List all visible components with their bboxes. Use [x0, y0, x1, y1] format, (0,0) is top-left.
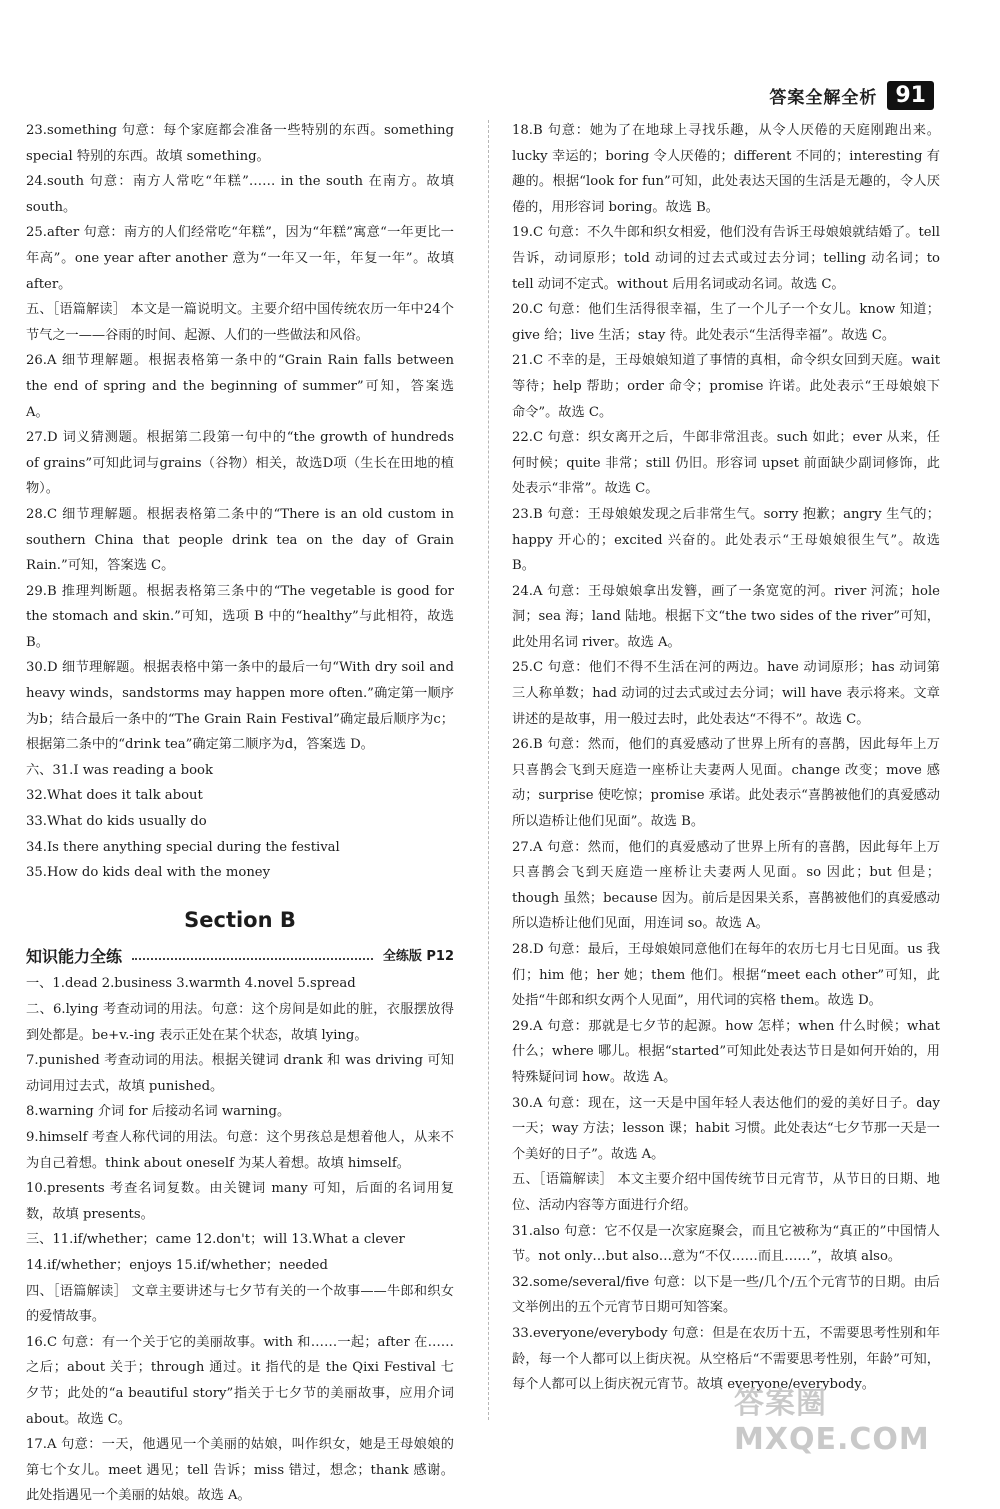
header-title: 答案全解全析: [769, 87, 878, 108]
answer-item: 9.himself 考查人称代词的用法。句意：这个男孩总是想着他人，从来不为自己着想。think about oneself 为某人着想。故填 himself。: [26, 1129, 454, 1171]
answer-item: 35.How do kids deal with the money: [26, 865, 271, 881]
answer-item: 24.A 句意：王母娘娘拿出发簪，画了一条宽宽的河。river 河流；hole 洞；sea 海；land 陆地。根据下文“the two sides of the river”可知，此处用名词 river。故选 A。: [512, 583, 940, 650]
watermark: [734, 1385, 974, 1457]
answer-item: 14.if/whether；enjoys 15.if/whether；needed: [26, 1257, 328, 1273]
page-header: [769, 78, 934, 112]
answer-item: 34.Is there anything special during the festival: [26, 839, 340, 855]
right-column: [512, 118, 940, 1398]
answer-item: 27.A 句意：然而，他们的真爱感动了世界上所有的喜鹊，因此每年上万只喜鹊会飞到天庭造一座桥让夫妻两人见面。so 因此；but 但是；though 虽然；because 因为。前后是因果关系，喜鹊被他们的真爱感动所以造桥让他们见面，用连词 so。故选 A。: [512, 839, 940, 932]
answer-item: 22.C 句意：织女离开之后，牛郎非常沮丧。such 如此；ever 从来，任何时候；quite 非常；still 仍旧。形容词 upset 前面缺少副词修饰，此处表示“非常”。故选 C。: [512, 430, 940, 497]
answer-item: 六、31.I was reading a book: [26, 762, 213, 778]
left-column: [26, 118, 454, 1509]
answer-item: 30.A 句意：现在，这一天是中国年轻人表达他们的爱的美好日子。day 一天；way 方法；lesson 课；habit 习惯。此处表达“七夕节那一天是一个美好的日子”。故选 A。: [512, 1095, 940, 1162]
answer-item: 28.D 句意：最后，王母娘娘同意他们在每年的农历七月七日见面。us 我们；him 他；her 她；them 他们。根据“meet each other”可知，此处指“牛郎和织女两个人见面”，用代词的宾格 them。故选 D。: [512, 942, 940, 1009]
answer-item: 29.A 句意：那就是七夕节的起源。how 怎样；when 什么时候；what 什么；where 哪儿。根据“started”可知此处表达节日是如何开始的，用特殊疑问词 how。故选 A。: [512, 1018, 940, 1085]
watermark-text: 答案圈 MXQE.COM: [734, 1386, 930, 1457]
answer-item: 33.What do kids usually do: [26, 814, 207, 830]
answer-item: 20.C 句意：他们生活得很幸福，生了一个儿子一个女儿。know 知道；give 给；live 生活；stay 待。此处表示“生活得幸福”。故选 C。: [512, 302, 940, 343]
answer-item: 8.warning 介词 for 后接动名词 warning。: [26, 1104, 291, 1120]
section-title: Section B: [184, 907, 296, 932]
answer-item: 二、6.lying 考查动词的用法。句意：这个房间是如此的脏，衣服摆放得到处都是。be+v.-ing 表示正处在某个状态，故填 lying。: [26, 1002, 454, 1043]
answer-item: 7.punished 考查动词的用法。根据关键词 drank 和 was driving 可知动词用过去式，故填 punished。: [26, 1053, 454, 1094]
page-number: 91: [887, 81, 934, 110]
answer-item: 三、11.if/whether；came 12.don't；will 13.What a clever: [26, 1232, 405, 1248]
answer-item: 27.D 词义猜测题。根据第二段第一句中的“the growth of hundreds of grains”可知此词与grains（谷物）相关，故选D项（生长在田地的植物）。: [26, 430, 454, 497]
answer-item: 23.something 句意：每个家庭都会准备一些特别的东西。something special 特别的东西。故填 something。: [26, 123, 454, 164]
answer-item: 31.also 句意：它不仅是一次家庭聚会，而且它被称为“真正的”中国情人节。not only…but also…意为“不仅……而且……”，故填 also。: [512, 1223, 940, 1265]
answer-item: 32.some/several/five 句意：以下是一些/几个/五个元宵节的日期。由后文举例出的五个元宵节日期可知答案。: [512, 1274, 940, 1316]
answer-item: 19.C 句意：不久牛郎和织女相爱，他们没有告诉王母娘娘就结婚了。tell 告诉，动词原形；told 动词的过去式或过去分词；telling 动名词；to tell 动词不定式。without 后用名词或动名词。故选 C。: [512, 225, 940, 292]
answer-item: 24.south 句意：南方人常吃“年糕”…… in the south 在南方。故填 south。: [26, 174, 454, 215]
block-ref: 全练版 P12: [382, 948, 454, 964]
passage-interpretation: 五、［语篇解读］ 本文是一篇说明文。主要介绍中国传统农历一年中24个节气之一——谷雨的时间、起源、人们的一些做法和风俗。: [26, 302, 454, 343]
block-title: 知识能力全练: [26, 946, 123, 966]
answer-item: 33.everyone/everybody 句意：但是在农历十五，不需要思考性别和年龄，每一个人都可以上街庆祝。从空格后“不需要思考性别，年龄”可知，每个人都可以上街庆祝元宵节。故填 everyone/everybody。: [512, 1325, 940, 1393]
answer-item: 18.B 句意：她为了在地球上寻找乐趣，从令人厌倦的天庭刚跑出来。lucky 幸运的；boring 令人厌倦的；different 不同的；interesting 有趣的。根据“look for fun”可知，此处表达天国的生活是无趣的，令人厌倦的，用形容词 boring。故选 B。: [512, 123, 940, 215]
answer-item: 32.What does it talk about: [26, 788, 203, 804]
answer-item: 28.C 细节理解题。根据表格第二条中的“There is an old custom in southern China that people drink tea on the day of Grain Rain.”可知，答案选 C。: [26, 506, 454, 574]
answer-item: 29.B 推理判断题。根据表格第三条中的“The vegetable is good for the stomach and skin.”可知，选项 B 中的“healthy”与此相符，故选 B。: [26, 583, 454, 650]
answer-item: 26.B 句意：然而，他们的真爱感动了世界上所有的喜鹊，因此每年上万只喜鹊会飞到天庭造一座桥让夫妻两人见面。change 改变；move 感动；surprise 使吃惊；promise 承诺。此处表示“喜鹊被他们的真爱感动所以造桥让他们见面”。故选 B。: [512, 737, 940, 830]
column-divider: [488, 120, 489, 1420]
answer-item: 25.after 句意：南方的人们经常吃“年糕”，因为“年糕”寓意“一年更比一年高”。one year after another 意为“一年又一年，年复一年”。故填 after。: [26, 225, 454, 292]
passage-interpretation: 四、［语篇解读］ 文章主要讲述与七夕节有关的一个故事——牛郎和织女的爱情故事。: [26, 1283, 454, 1325]
answer-item: 21.C 不幸的是，王母娘娘知道了事情的真相，命令织女回到天庭。wait 等待；help 帮助；order 命令；promise 许诺。此处表示“王母娘娘下命令”。故选 C。: [512, 353, 940, 420]
passage-interpretation: 五、［语篇解读］ 本文主要介绍中国传统节日元宵节，从节日的日期、地位、活动内容等方面进行介绍。: [512, 1172, 940, 1213]
answer-item: 17.A 句意：一天，他遇见一个美丽的姑娘，叫作织女，她是王母娘娘的第七个女儿。meet 遇见；tell 告诉；miss 错过，想念；thank 感谢。此处指遇见一个美丽的姑娘。故选 A。: [26, 1437, 454, 1504]
answer-item: 10.presents 考查名词复数。由关键词 many 可知，后面的名词用复数，故填 presents。: [26, 1181, 454, 1222]
answer-item: 25.C 句意：他们不得不生活在河的两边。have 动词原形；has 动词第三人称单数；had 动词的过去式或过去分词；will have 表示将来。文章讲述的是故事，用一般过去时，此处表达“不得不”。故选 C。: [512, 660, 940, 727]
answer-item: 一、1.dead 2.business 3.warmth 4.novel 5.spread: [26, 976, 356, 992]
dot-leader: [132, 958, 373, 960]
answer-item: 26.A 细节理解题。根据表格第一条中的“Grain Rain falls between the end of spring and the beginning of summer”可知，答案选 A。: [26, 353, 454, 420]
answer-item: 16.C 句意：有一个关于它的美丽故事。with 和……一起；after 在……之后；about 关于；through 通过。it 指代的是 the Qixi Festival 七夕节；此处的“a beautiful story”指关于七夕节的美丽故事，应用介词 about。故选 C。: [26, 1334, 454, 1427]
answer-item: 30.D 细节理解题。根据表格中第一条中的最后一句“With dry soil and heavy winds，sandstorms may happen more often.”确定第一顺序为b；结合最后一条中的“The Grain Rain Festival”确定最后顺序为c；根据第二条中的“drink tea”确定第二顺序为d，答案选 D。: [26, 660, 454, 753]
answer-item: 23.B 句意：王母娘娘发现之后非常生气。sorry 抱歉；angry 生气的；happy 开心的；excited 兴奋的。此处表示“王母娘娘很生气”。故选 B。: [512, 506, 940, 574]
block-header: [26, 944, 454, 970]
